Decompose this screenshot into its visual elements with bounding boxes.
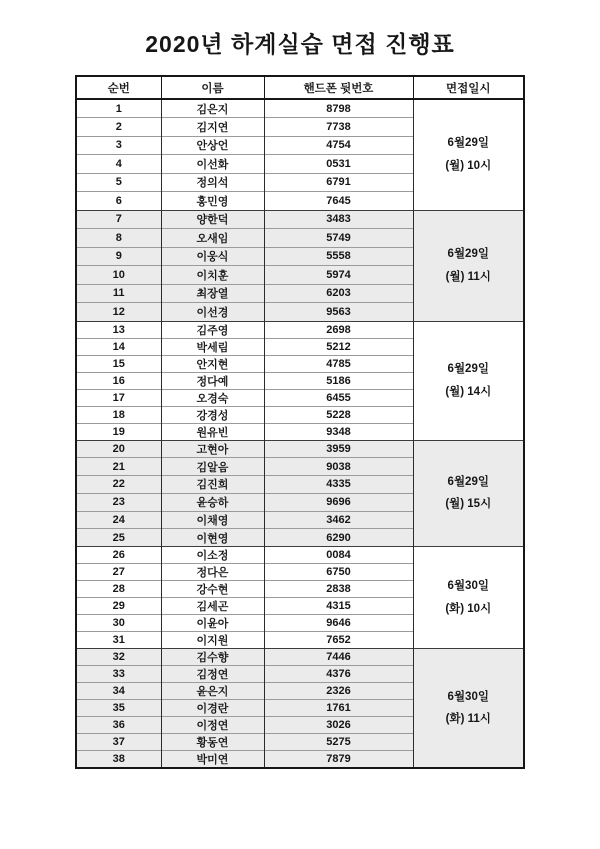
table-row <box>76 649 524 666</box>
cell-no: 12 <box>76 303 161 322</box>
interview-date-cell <box>413 321 524 440</box>
cell-name: 김세곤 <box>161 598 264 615</box>
cell-no: 2 <box>76 118 161 137</box>
page-title: 2020년 하계실습 면접 진행표 <box>145 31 455 57</box>
cell-no: 13 <box>112 323 125 336</box>
cell-name: 이윤아 <box>161 615 264 632</box>
cell-name: 이소정 <box>161 547 264 564</box>
cell-name: 박미연 <box>161 751 264 769</box>
cell-no: 25 <box>76 529 161 547</box>
cell-phone: 9696 <box>264 493 413 511</box>
cell-phone: 5186 <box>264 372 413 389</box>
cell-no: 10 <box>76 266 161 285</box>
interview-date-line1: 6월30일 <box>447 690 489 703</box>
cell-name: 이정연 <box>161 717 264 734</box>
interview-group <box>76 547 524 649</box>
cell-phone: 3959 <box>264 440 413 458</box>
cell-no: 33 <box>76 666 161 683</box>
cell-name: 김지연 <box>161 118 264 137</box>
cell-name: 윤은지 <box>161 683 264 700</box>
interview-date-line1: 6월30일 <box>447 580 489 593</box>
cell-phone: 6290 <box>264 529 413 547</box>
cell-name: 김진희 <box>161 476 264 494</box>
interview-date-cell <box>413 210 524 321</box>
header-cell-no: 순번 <box>76 76 161 99</box>
cell-name: 김정연 <box>161 666 264 683</box>
cell-name: 고현아 <box>161 440 264 458</box>
table-row <box>76 547 524 564</box>
cell-phone: 3462 <box>264 511 413 529</box>
header-cell-date: 면접일시 <box>413 76 524 99</box>
interview-date-line1: 6월29일 <box>447 247 489 260</box>
cell-phone: 5749 <box>264 229 413 248</box>
cell-phone: 1761 <box>264 700 413 717</box>
cell-no: 17 <box>76 389 161 406</box>
interview-group <box>76 321 524 440</box>
cell-name: 박세림 <box>161 338 264 355</box>
cell-phone: 9563 <box>264 303 413 322</box>
table-row <box>76 440 524 458</box>
cell-phone: 7879 <box>264 751 413 769</box>
cell-phone: 2326 <box>264 683 413 700</box>
cell-no: 21 <box>76 458 161 476</box>
cell-name: 오경숙 <box>161 389 264 406</box>
cell-name: 김은지 <box>161 99 264 118</box>
cell-name: 윤승하 <box>161 493 264 511</box>
cell-name: 정의석 <box>161 173 264 192</box>
table-header <box>76 76 524 99</box>
cell-name: 정다예 <box>161 372 264 389</box>
cell-name: 강경성 <box>161 406 264 423</box>
cell-phone: 6455 <box>264 389 413 406</box>
cell-phone: 9348 <box>264 423 413 440</box>
interview-group <box>76 99 524 210</box>
interview-date-line2: (월) 11시 <box>445 270 491 283</box>
cell-phone: 0531 <box>264 155 413 174</box>
cell-no: 28 <box>76 581 161 598</box>
cell-no: 3 <box>76 136 161 155</box>
cell-phone: 6203 <box>264 284 413 303</box>
cell-phone: 7446 <box>264 649 413 666</box>
cell-name: 강수현 <box>161 581 264 598</box>
interview-group <box>76 649 524 769</box>
cell-no: 9 <box>76 247 161 266</box>
cell-phone: 4335 <box>264 476 413 494</box>
cell-no: 23 <box>76 493 161 511</box>
cell-name: 황동연 <box>161 734 264 751</box>
cell-name: 이현영 <box>161 529 264 547</box>
cell-phone: 3483 <box>264 210 413 229</box>
interview-date-line2: (월) 14시 <box>445 385 492 398</box>
cell-no: 31 <box>76 632 161 649</box>
cell-name: 오새임 <box>161 229 264 248</box>
cell-no: 32 <box>76 649 161 666</box>
cell-no: 22 <box>76 476 161 494</box>
cell-name: 양한덕 <box>161 210 264 229</box>
cell-no: 20 <box>76 440 161 458</box>
cell-no: 24 <box>76 511 161 529</box>
cell-phone: 5558 <box>264 247 413 266</box>
cell-name: 이웅식 <box>161 247 264 266</box>
cell-phone: 5275 <box>264 734 413 751</box>
cell-name: 이경란 <box>161 700 264 717</box>
cell-no: 34 <box>76 683 161 700</box>
cell-name: 이선화 <box>161 155 264 174</box>
cell-phone: 0084 <box>264 547 413 564</box>
cell-no: 19 <box>76 423 161 440</box>
cell-no: 11 <box>76 284 161 303</box>
cell-name: 이채영 <box>161 511 264 529</box>
header-cell-phone: 핸드폰 뒷번호 <box>264 76 413 99</box>
cell-name: 안상언 <box>161 136 264 155</box>
cell-phone: 2698 <box>264 321 413 338</box>
table-row <box>76 321 524 338</box>
cell-no: 4 <box>76 155 161 174</box>
cell-phone: 5212 <box>264 338 413 355</box>
interview-schedule-table <box>75 75 525 769</box>
cell-name: 이지원 <box>161 632 264 649</box>
cell-name: 정다은 <box>161 564 264 581</box>
cell-phone: 6750 <box>264 564 413 581</box>
interview-date-line2: (화) 10시 <box>445 602 492 615</box>
interview-date-line2: (월) 15시 <box>445 498 492 511</box>
interview-group <box>76 440 524 547</box>
cell-name: 이선경 <box>161 303 264 322</box>
cell-no: 6 <box>76 192 161 211</box>
cell-no: 36 <box>76 717 161 734</box>
interview-date-line1: 6월29일 <box>447 475 489 488</box>
cell-no: 7 <box>76 210 161 229</box>
cell-no: 27 <box>76 564 161 581</box>
cell-phone: 5228 <box>264 406 413 423</box>
cell-no: 14 <box>76 338 161 355</box>
cell-phone: 5974 <box>264 266 413 285</box>
cell-no: 16 <box>76 372 161 389</box>
cell-phone: 7645 <box>264 192 413 211</box>
interview-date-line1: 6월29일 <box>447 137 489 150</box>
interview-date-cell <box>413 547 524 649</box>
table-row <box>76 210 524 229</box>
cell-phone: 4754 <box>264 136 413 155</box>
interview-date-line1: 6월29일 <box>447 362 489 375</box>
cell-no: 29 <box>76 598 161 615</box>
cell-name: 홍민영 <box>161 192 264 211</box>
cell-phone: 9038 <box>264 458 413 476</box>
cell-no: 26 <box>112 549 125 562</box>
cell-no: 5 <box>76 173 161 192</box>
cell-phone: 7652 <box>264 632 413 649</box>
cell-name: 김주영 <box>161 321 264 338</box>
cell-name: 김알음 <box>161 458 264 476</box>
cell-phone: 7738 <box>264 118 413 137</box>
interview-date-line2: (월) 10시 <box>445 159 492 172</box>
cell-phone: 4785 <box>264 355 413 372</box>
cell-phone: 2838 <box>264 581 413 598</box>
cell-no: 15 <box>76 355 161 372</box>
cell-no: 8 <box>76 229 161 248</box>
interview-date-cell <box>413 440 524 547</box>
cell-no: 37 <box>76 734 161 751</box>
interview-date-cell <box>413 99 524 210</box>
cell-no: 30 <box>76 615 161 632</box>
cell-name: 안지현 <box>161 355 264 372</box>
header-cell-name: 이름 <box>161 76 264 99</box>
interview-group <box>76 210 524 321</box>
cell-phone: 6791 <box>264 173 413 192</box>
header-row <box>76 76 524 99</box>
cell-name: 김수향 <box>161 649 264 666</box>
cell-phone: 4376 <box>264 666 413 683</box>
cell-no: 35 <box>76 700 161 717</box>
table-row <box>76 99 524 118</box>
cell-no: 1 <box>115 102 122 115</box>
cell-name: 최장열 <box>161 284 264 303</box>
cell-no: 38 <box>76 751 161 769</box>
interview-date-cell <box>413 649 524 769</box>
cell-phone: 3026 <box>264 717 413 734</box>
cell-name: 원유빈 <box>161 423 264 440</box>
cell-name: 이치훈 <box>161 266 264 285</box>
interview-date-line2: (화) 11시 <box>445 713 491 726</box>
cell-phone: 9646 <box>264 615 413 632</box>
cell-no: 18 <box>76 406 161 423</box>
cell-phone: 4315 <box>264 598 413 615</box>
cell-phone: 8798 <box>264 99 413 118</box>
